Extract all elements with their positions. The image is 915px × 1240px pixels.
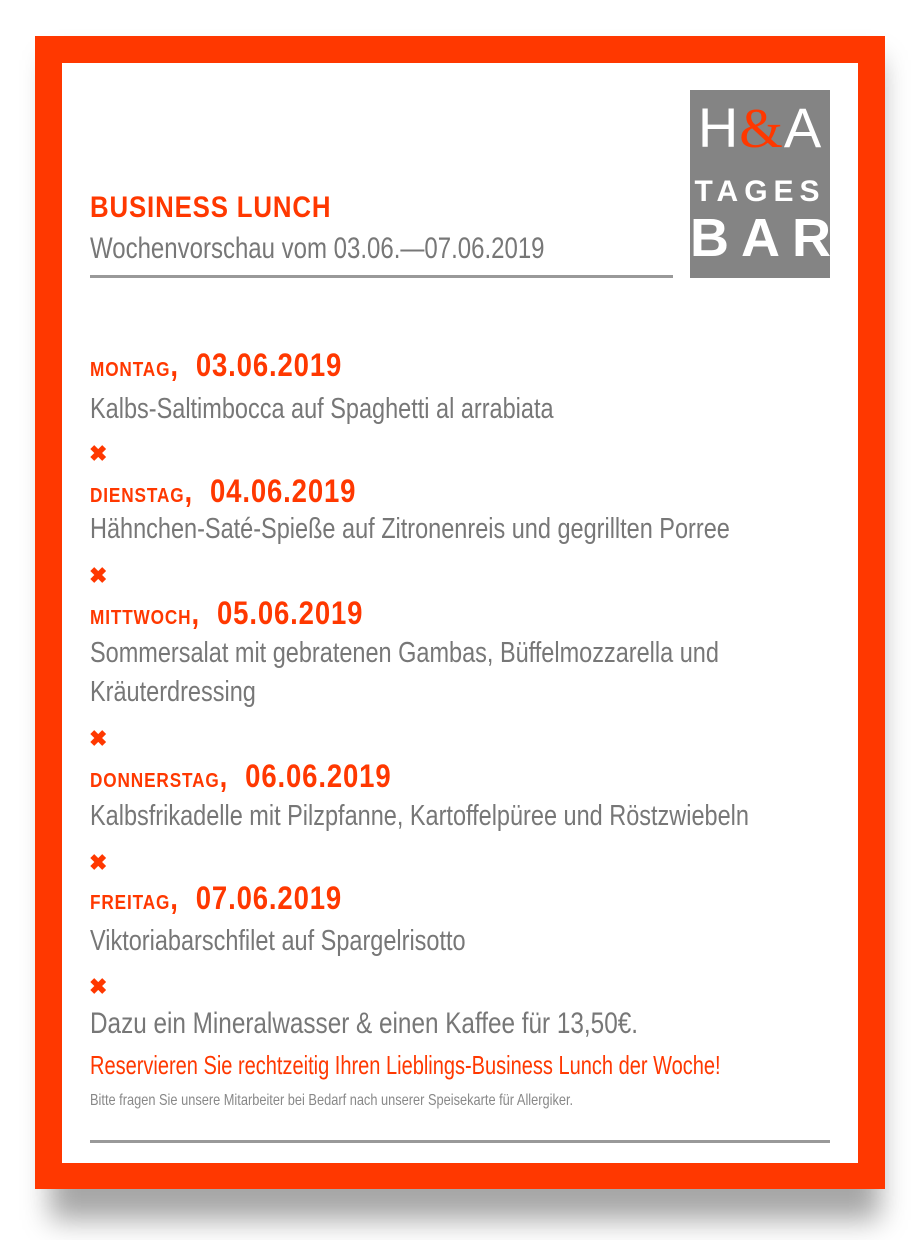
x-mark-icon: ✖ bbox=[89, 974, 108, 999]
header-divider bbox=[90, 275, 673, 278]
page-title: BUSINESS LUNCH bbox=[90, 191, 332, 224]
day-name: MONTAG bbox=[90, 359, 171, 381]
day-heading-tuesday: DIENSTAG, 04.06.2019 bbox=[90, 473, 357, 509]
day-heading-thursday: DONNERSTAG, 06.06.2019 bbox=[90, 758, 392, 794]
day-name: DONNERSTAG bbox=[90, 770, 220, 792]
day-date: 03.06.2019 bbox=[195, 347, 343, 383]
day-date: 05.06.2019 bbox=[216, 595, 364, 631]
x-mark-icon: ✖ bbox=[89, 850, 108, 875]
logo-h: H bbox=[697, 96, 740, 159]
dish-wednesday-line-2: Kräuterdressing bbox=[90, 676, 256, 708]
logo-monogram bbox=[690, 98, 830, 159]
day-name: FREITAG bbox=[90, 892, 171, 914]
dish-friday: Viktoriabarschfilet auf Spargelrisotto bbox=[90, 925, 466, 957]
brand-logo bbox=[690, 90, 843, 278]
reservation-note: Reservieren Sie rechtzeitig Ihren Lieblings-Business Lunch der Woche! bbox=[90, 1050, 721, 1080]
logo-bar: BAR bbox=[690, 208, 843, 268]
footer-divider bbox=[90, 1140, 830, 1143]
day-heading-friday: FREITAG, 07.06.2019 bbox=[90, 880, 343, 916]
day-name: DIENSTAG bbox=[90, 485, 185, 507]
day-date: 06.06.2019 bbox=[245, 758, 392, 794]
x-mark-icon: ✖ bbox=[89, 441, 108, 466]
dish-tuesday: Hähnchen-Saté-Spieße auf Zitronenreis und gegrillten Porree bbox=[90, 513, 730, 545]
day-heading-monday: MONTAG, 03.06.2019 bbox=[90, 347, 343, 383]
day-heading-wednesday: MITTWOCH, 05.06.2019 bbox=[90, 595, 364, 631]
dish-thursday: Kalbsfrikadelle mit Pilzpfanne, Kartoffelpüree und Röstzwiebeln bbox=[90, 800, 749, 832]
page-subtitle: Wochenvorschau vom 03.06.—07.06.2019 bbox=[90, 232, 545, 265]
logo-ampersand: & bbox=[739, 98, 784, 160]
allergy-note: Bitte fragen Sie unsere Mitarbeiter bei Bedarf nach unserer Speisekarte für Allergiker. bbox=[90, 1092, 574, 1109]
day-date: 07.06.2019 bbox=[195, 880, 343, 916]
logo-tages: TAGES bbox=[694, 175, 826, 208]
dish-wednesday-line-1: Sommersalat mit gebratenen Gambas, Büffelmozzarella und bbox=[90, 637, 719, 669]
x-mark-icon: ✖ bbox=[89, 726, 108, 751]
logo-a: A bbox=[783, 96, 823, 159]
x-mark-icon: ✖ bbox=[89, 563, 108, 588]
day-date: 04.06.2019 bbox=[209, 473, 357, 509]
dish-monday: Kalbs-Saltimbocca auf Spaghetti al arrabiata bbox=[90, 393, 554, 425]
drink-offer: Dazu ein Mineralwasser & einen Kaffee für 13,50€. bbox=[90, 1007, 638, 1040]
day-name: MITTWOCH bbox=[90, 607, 192, 629]
